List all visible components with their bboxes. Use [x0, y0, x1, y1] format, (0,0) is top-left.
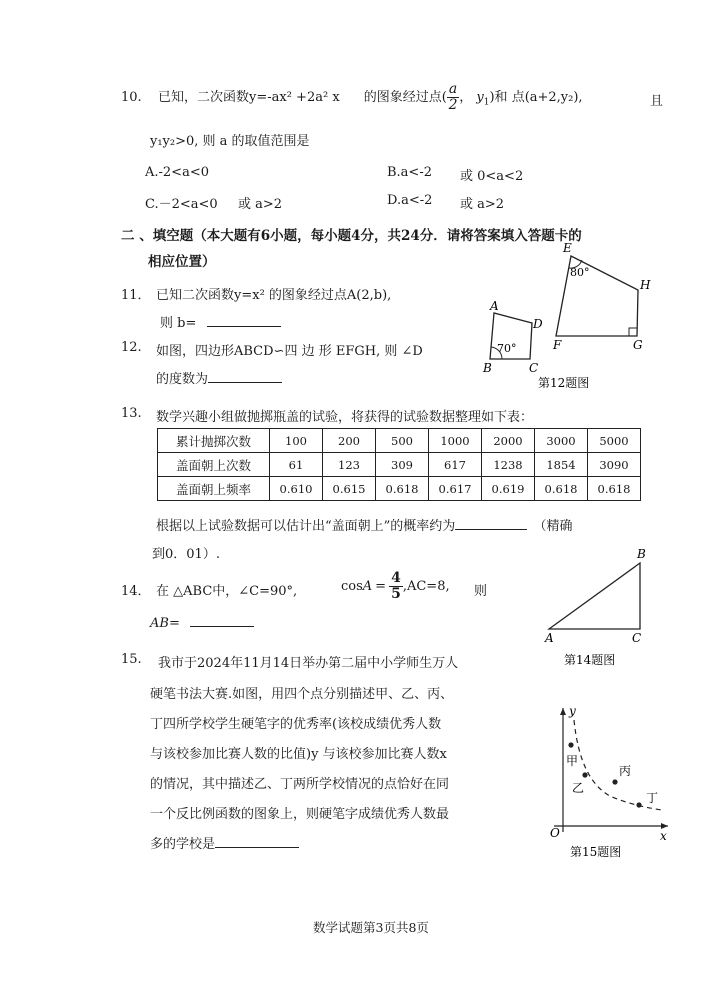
- table-cell: 61: [270, 453, 323, 477]
- label-jia: 甲: [566, 754, 579, 768]
- q10-y1-sub: 1: [483, 97, 490, 108]
- q10-text2: 的图象经过点(: [363, 90, 447, 105]
- q13-text: 数学兴趣小组做抛掷瓶盖的试验，将获得的试验数据整理如下表：: [156, 410, 534, 425]
- q13-after-line1: [156, 515, 572, 534]
- q10-frac-num: a: [448, 81, 458, 97]
- table-cell: 0.617: [429, 477, 482, 501]
- q11-b-label: 则 b=: [160, 316, 197, 331]
- q10-frac-den: 2: [448, 97, 458, 113]
- angle-b-value: 70°: [497, 342, 517, 355]
- table-cell: 0.619: [482, 477, 535, 501]
- q13-number: 13.: [121, 406, 142, 421]
- q13-answer-blank: [455, 516, 527, 530]
- table-cell: 0.610: [270, 477, 323, 501]
- q10-option-a: A.-2<a<0: [145, 165, 209, 180]
- q13-estimate-text: 根据以上试验数据可以估计出“盖面朝上”的概率约为: [156, 519, 456, 534]
- q10-option-c-or: 或 a>2: [238, 197, 283, 212]
- label-ding: 丁: [646, 791, 659, 805]
- table-row: [158, 429, 641, 453]
- q10-text3: ，: [459, 90, 473, 105]
- label-c: C: [529, 361, 539, 375]
- table-cell: 0.615: [323, 477, 376, 501]
- table-cell: 0.618: [535, 477, 588, 501]
- angle-g-right-mark: [629, 328, 637, 336]
- angle-e-value: 80°: [570, 266, 590, 279]
- q15-line5: 的情况，其中描述乙、丁两所学校情况的点恰好在同: [150, 777, 450, 792]
- q12-number: 12.: [121, 340, 142, 355]
- q10-text1: 已知，二次函数y=-ax² +2a² x: [158, 90, 340, 105]
- q14-frac-den: 5: [391, 586, 401, 602]
- label-x: x: [660, 829, 667, 843]
- point-jia: [568, 742, 573, 747]
- q15-line7: [150, 833, 299, 852]
- q12-answer-blank: [208, 369, 282, 383]
- q14-fraction: [389, 571, 403, 602]
- q10-text4: )和 点(a+2,y₂),: [489, 90, 583, 105]
- label-f: F: [553, 338, 562, 352]
- label-y: y: [569, 704, 576, 718]
- label-a: A: [490, 299, 499, 313]
- q14-equals: =: [375, 579, 387, 594]
- q14-cos-expression: [341, 568, 450, 606]
- q14-ab-line: [150, 613, 254, 631]
- table-cell: 309: [376, 453, 429, 477]
- triangle-abc: [549, 563, 640, 629]
- table-cell: 1854: [535, 453, 588, 477]
- q11-number: 11．: [121, 288, 151, 303]
- q15-line2: 硬笔书法大赛.如图，用四个点分别描述甲、乙、丙、: [150, 687, 454, 702]
- q14-ab-label: AB=: [150, 616, 180, 631]
- table-row-header: 盖面朝上次数: [158, 453, 270, 477]
- q13-precision-text: （精确: [533, 519, 573, 534]
- table-cell: 3000: [535, 429, 588, 453]
- quad-efgh: [556, 256, 638, 336]
- table-row: [158, 477, 641, 501]
- q10-option-c: C.－2<a<0: [145, 197, 218, 212]
- label-bing: 丙: [619, 764, 632, 778]
- label-o: O: [550, 826, 560, 840]
- table-cell: 2000: [482, 429, 535, 453]
- q14-number: 14．: [121, 584, 151, 599]
- q15-figure-caption: 第15题图: [570, 845, 622, 859]
- label-yi: 乙: [572, 781, 585, 795]
- table-row-header: 盖面朝上频率: [158, 477, 270, 501]
- point-yi: [582, 772, 587, 777]
- q15-line1: 我市于2024年11月14日举办第二届中小学师生万人: [158, 656, 459, 671]
- table-cell: 0.618: [376, 477, 429, 501]
- q14-text3: 则: [474, 584, 488, 599]
- label-b: B: [483, 361, 492, 375]
- q15-school-label: 多的学校是: [150, 837, 216, 852]
- q15-answer-blank: [215, 834, 299, 848]
- q12-text: 如图，四边形ABCD∽四 边 形 EFGH, 则 ∠D: [156, 344, 423, 359]
- q14-frac-num: 4: [391, 570, 401, 586]
- q14-text1: 在 △ABC中，∠C=90°,: [156, 584, 298, 599]
- q12-figure: [475, 238, 690, 398]
- q15-figure: [540, 700, 680, 865]
- table-cell: 5000: [588, 429, 641, 453]
- section2-title: 二 、填空题（本大题有6小题，每小题4分，共24分．请将答案填入答题卡的: [121, 228, 582, 244]
- q14-text2: ,AC=8,: [402, 579, 450, 594]
- table-cell: 200: [323, 429, 376, 453]
- table-cell: 1238: [482, 453, 535, 477]
- q14-cos-a: A: [362, 579, 373, 594]
- q14-figure: [540, 545, 660, 668]
- table-cell: 3090: [588, 453, 641, 477]
- label-g: G: [633, 338, 643, 352]
- label-c: C: [632, 631, 642, 645]
- table-row-header: 累计抛掷次数: [158, 429, 270, 453]
- point-ding: [636, 802, 641, 807]
- q10-number: 10.: [121, 90, 142, 105]
- label-a: A: [545, 631, 554, 645]
- q12-figure-caption: 第12题图: [538, 376, 590, 390]
- q10-option-b: B.a<-2: [387, 165, 432, 180]
- q14-answer-blank: [190, 613, 254, 627]
- q14-figure-caption: 第14题图: [564, 653, 616, 667]
- table-cell: 0.618: [588, 477, 641, 501]
- section2-title-cont: 相应位置）: [148, 254, 216, 270]
- table-row: [158, 453, 641, 477]
- q15-number: 15.: [121, 652, 142, 667]
- q10-line1: [158, 80, 583, 116]
- q10-option-d: D.a<-2: [387, 193, 433, 208]
- table-cell: 100: [270, 429, 323, 453]
- page-footer: 数学试题第3页共8页: [313, 920, 429, 935]
- q10-text5: 且: [650, 94, 664, 109]
- y-axis-arrow: [560, 708, 566, 715]
- table-cell: 123: [323, 453, 376, 477]
- q14-cos: cos: [341, 579, 363, 594]
- q10-line2: y₁y₂>0, 则 a 的取值范围是: [150, 134, 310, 149]
- q15-line6: 一个反比例函数的图象上，则硬笔字成绩优秀人数最: [150, 807, 450, 822]
- q12-line2: [156, 368, 282, 387]
- q10-y1: y: [476, 90, 484, 105]
- label-e: E: [563, 241, 572, 255]
- q11-answer-blank: [207, 313, 281, 327]
- q13-data-table: [157, 428, 641, 501]
- label-h: H: [640, 278, 651, 292]
- q11-text: 已知二次函数y=x² 的图象经过点A(2,b),: [156, 288, 392, 303]
- label-b: B: [637, 547, 646, 561]
- q15-line4: 与该校参加比赛人数的比值)y 与该校参加比赛人数x: [150, 747, 447, 762]
- q10-option-b-or: 或 0<a<2: [460, 169, 524, 184]
- q10-option-d-or: 或 a>2: [460, 197, 505, 212]
- label-d: D: [533, 317, 543, 331]
- q12-degree-label: 的度数为: [156, 372, 209, 387]
- table-cell: 617: [429, 453, 482, 477]
- table-cell: 1000: [429, 429, 482, 453]
- q15-line3: 丁四所学校学生硬笔字的优秀率(该校成绩优秀人数: [150, 717, 442, 732]
- q13-after-line2: 到0．01）.: [152, 547, 220, 562]
- q11-line2: [160, 312, 281, 331]
- table-cell: 500: [376, 429, 429, 453]
- q10-fraction: [447, 82, 459, 113]
- point-bing: [612, 779, 617, 784]
